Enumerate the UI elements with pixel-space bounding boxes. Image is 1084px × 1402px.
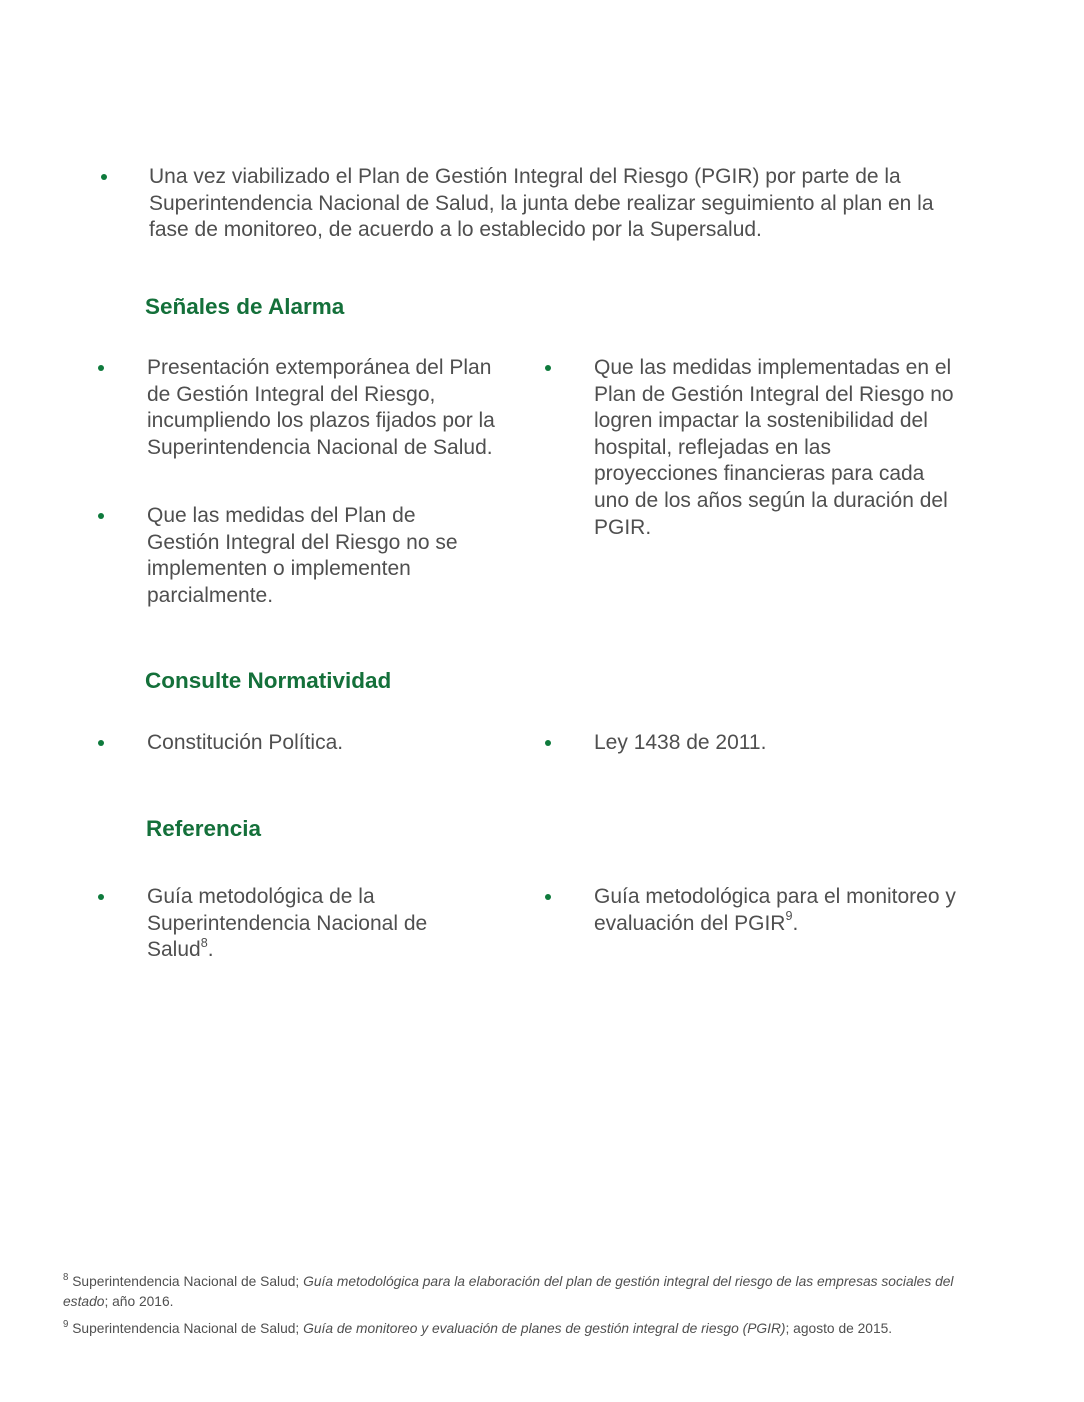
- bullet-icon: [545, 894, 551, 900]
- section-heading-referencia: Referencia: [146, 816, 262, 841]
- reference-end: .: [792, 911, 799, 935]
- footnote-title: Guía de monitoreo y evaluación de planes de gestión integral de riesgo (PGIR): [303, 1321, 786, 1336]
- footnote-prefix: Superintendencia Nacional de Salud;: [72, 1321, 304, 1336]
- bullet-icon: [545, 365, 551, 371]
- norma-item: Constitución Política.: [147, 731, 344, 754]
- reference-item: [147, 884, 469, 964]
- norma-item: Ley 1438 de 2011.: [594, 731, 767, 754]
- reference-text: Guía metodológica de la Superintendencia Nacional de Salud: [147, 885, 428, 962]
- bullet-icon: [101, 174, 107, 180]
- bullet-icon: [98, 365, 104, 371]
- footnote-marker: 8: [200, 935, 208, 950]
- footnote: [63, 1319, 973, 1339]
- alarm-item: Presentación extemporánea del Plan de Gestión Integral del Riesgo, incumpliendo los plazos fijados por la Superintendencia Nacional de Salud.: [147, 356, 495, 459]
- footnote-suffix: ; agosto de 2015.: [785, 1321, 893, 1336]
- reference-text: Guía metodológica para el monitoreo y evaluación del PGIR: [594, 885, 956, 935]
- footnote: [63, 1272, 973, 1311]
- intro-paragraph: Una vez viabilizado el Plan de Gestión Integral del Riesgo (PGIR) por parte de la Superintendencia Nacional de Salud, la junta debe realizar seguimiento al plan en la fase de monitoreo, de acuerdo a lo establecido por la Supersalud.: [149, 165, 934, 242]
- alarm-item: Que las medidas implementadas en el Plan de Gestión Integral del Riesgo no logren impactar la sostenibilidad del hospital, reflejadas en las proyecciones financieras para cada uno de los años según la duración del PGIR.: [594, 356, 954, 539]
- bullet-icon: [98, 894, 104, 900]
- footnote-prefix: Superintendencia Nacional de Salud;: [72, 1274, 304, 1289]
- bullet-icon: [98, 513, 104, 519]
- alarm-item: Que las medidas del Plan de Gestión Integral del Riesgo no se implementen o implementen parcialmente.: [147, 504, 458, 607]
- section-heading-alarmas: Señales de Alarma: [145, 294, 345, 319]
- reference-end: .: [207, 938, 214, 962]
- footnote-suffix: ; año 2016.: [104, 1293, 174, 1309]
- footnote-number: 9: [63, 1319, 69, 1331]
- footnote-number: 8: [63, 1272, 69, 1284]
- bullet-icon: [545, 740, 551, 746]
- section-heading-normatividad: Consulte Normatividad: [145, 668, 392, 693]
- bullet-icon: [98, 740, 104, 746]
- reference-item: [594, 884, 960, 937]
- footnote-title: Guía metodológica para la elaboración del plan de gestión integral del riesgo de las empresas sociales del estado: [63, 1274, 954, 1309]
- footnote-marker: 9: [785, 909, 793, 924]
